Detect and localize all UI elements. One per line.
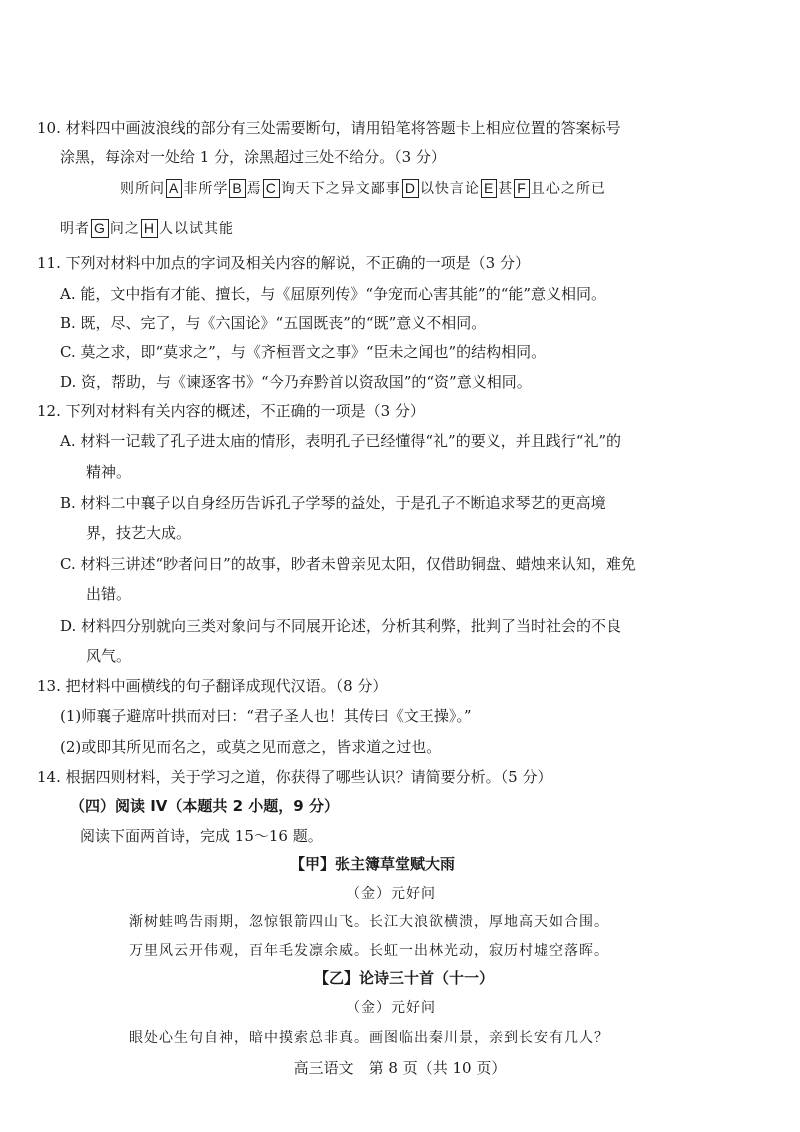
q12-option-b-line1: B. 材料二中襄子以自身经历告诉孔子学琴的益处，于是孔子不断追求琴艺的更高境 <box>60 494 606 512</box>
q11-stem: 11. 下列对材料中加点的字词及相关内容的解说，不正确的一项是（3 分） <box>37 254 530 272</box>
q12-option-b-line2: 界，技艺大成。 <box>86 524 192 542</box>
poem-a-line2: 万里风云开伟观，百年毛发凛余威。长虹一出林光动，寂历村墟空落晖。 <box>129 943 609 959</box>
passage-segment: 询天下之异文鄙事 <box>280 181 401 197</box>
poem-b-author: （金）元好问 <box>346 1000 436 1016</box>
q12-option-c-line2: 出错。 <box>86 585 132 603</box>
q12-option-a-line2: 精神。 <box>86 463 132 481</box>
q10-stem-line1: 10. 材料四中画波浪线的部分有三处需要断句，请用铅笔将答题卡上相应位置的答案标号 <box>37 119 621 137</box>
q11-option-a: A. 能，文中指有才能、擅长，与《屈原列传》“争宠而心害其能”的“能”意义相同。 <box>60 285 607 303</box>
passage-segment: 且心之所已 <box>530 181 606 197</box>
q11-option-d: D. 资，帮助，与《谏逐客书》“今乃弃黔首以资敌国”的“资”意义相同。 <box>60 373 532 391</box>
q12-option-a-line1: A. 材料一记载了孔子进太庙的情形，表明孔子已经懂得“礼”的要义，并且践行“礼”的 <box>60 432 622 450</box>
q10-passage-line1 <box>120 178 606 200</box>
q13-sentence-1: (1)师襄子避席叶拱而对曰：“君子圣人也！其传曰《文王操》。” <box>60 707 472 725</box>
q11-option-c: C. 莫之求，即“莫求之”，与《齐桓晋文之事》“臣未之闻也”的结构相同。 <box>60 343 547 361</box>
answer-marker-g: G <box>91 219 109 238</box>
poem-a-line1: 渐树蛙鸣告雨期，忽惊银箭四山飞。长江大浪欲横溃，厚地高天如合围。 <box>129 914 609 930</box>
q12-option-c-line1: C. 材料三讲述“眇者问日”的故事，眇者未曾亲见太阳，仅借助铜盘、蜡烛来认知，难免 <box>60 555 636 573</box>
answer-marker-h: H <box>141 219 158 238</box>
answer-marker-f: F <box>514 179 530 198</box>
answer-marker-e: E <box>481 179 497 198</box>
passage-segment: 以快言论 <box>419 181 480 197</box>
passage-segment: 明者 <box>60 221 90 237</box>
q12-stem: 12. 下列对材料有关内容的概述，不正确的一项是（3 分） <box>37 402 425 420</box>
poem-b-line1: 眼处心生句自神，暗中摸索总非真。画图临出秦川景，亲到长安有几人？ <box>129 1030 609 1046</box>
section4-heading: （四）阅读 IV（本题共 2 小题，9 分） <box>70 797 339 815</box>
answer-marker-c: C <box>263 179 280 198</box>
passage-segment: 甚 <box>498 181 514 197</box>
q13-sentence-2: (2)或即其所见而名之，或莫之见而意之，皆求道之过也。 <box>60 738 442 756</box>
q14-stem: 14. 根据四则材料，关于学习之道，你获得了哪些认识？请简要分析。（5 分） <box>37 768 553 786</box>
poem-b-title: 【乙】论诗三十首（十一） <box>314 969 495 987</box>
section4-intro: 阅读下面两首诗，完成 15～16 题。 <box>80 827 323 845</box>
q12-option-d-line2: 风气。 <box>86 647 132 665</box>
passage-segment: 非所学 <box>183 181 229 197</box>
answer-marker-b: B <box>229 179 245 198</box>
passage-segment: 则所问 <box>120 181 165 197</box>
q11-option-b: B. 既，尽、完了，与《六国论》“五国既丧”的“既”意义不相同。 <box>60 314 487 332</box>
q13-stem: 13. 把材料中画横线的句子翻译成现代汉语。（8 分） <box>37 677 388 695</box>
poem-a-title: 【甲】张主簿草堂赋大雨 <box>290 855 456 873</box>
q12-option-d-line1: D. 材料四分别就向三类对象问与不同展开论述，分析其利弊，批判了当时社会的不良 <box>60 617 622 635</box>
poem-a-author: （金）元好问 <box>346 886 436 902</box>
answer-marker-a: A <box>166 179 182 198</box>
page-footer: 高三语文 第 8 页（共 10 页） <box>293 1059 507 1077</box>
q10-passage-line2 <box>60 218 234 240</box>
answer-marker-d: D <box>402 179 419 198</box>
passage-segment: 问之 <box>109 221 140 237</box>
q10-stem-line2: 涂黑，每涂对一处给 1 分，涂黑超过三处不给分。（3 分） <box>60 148 446 166</box>
passage-segment: 人以试其能 <box>159 221 235 237</box>
passage-segment: 焉 <box>246 181 262 197</box>
